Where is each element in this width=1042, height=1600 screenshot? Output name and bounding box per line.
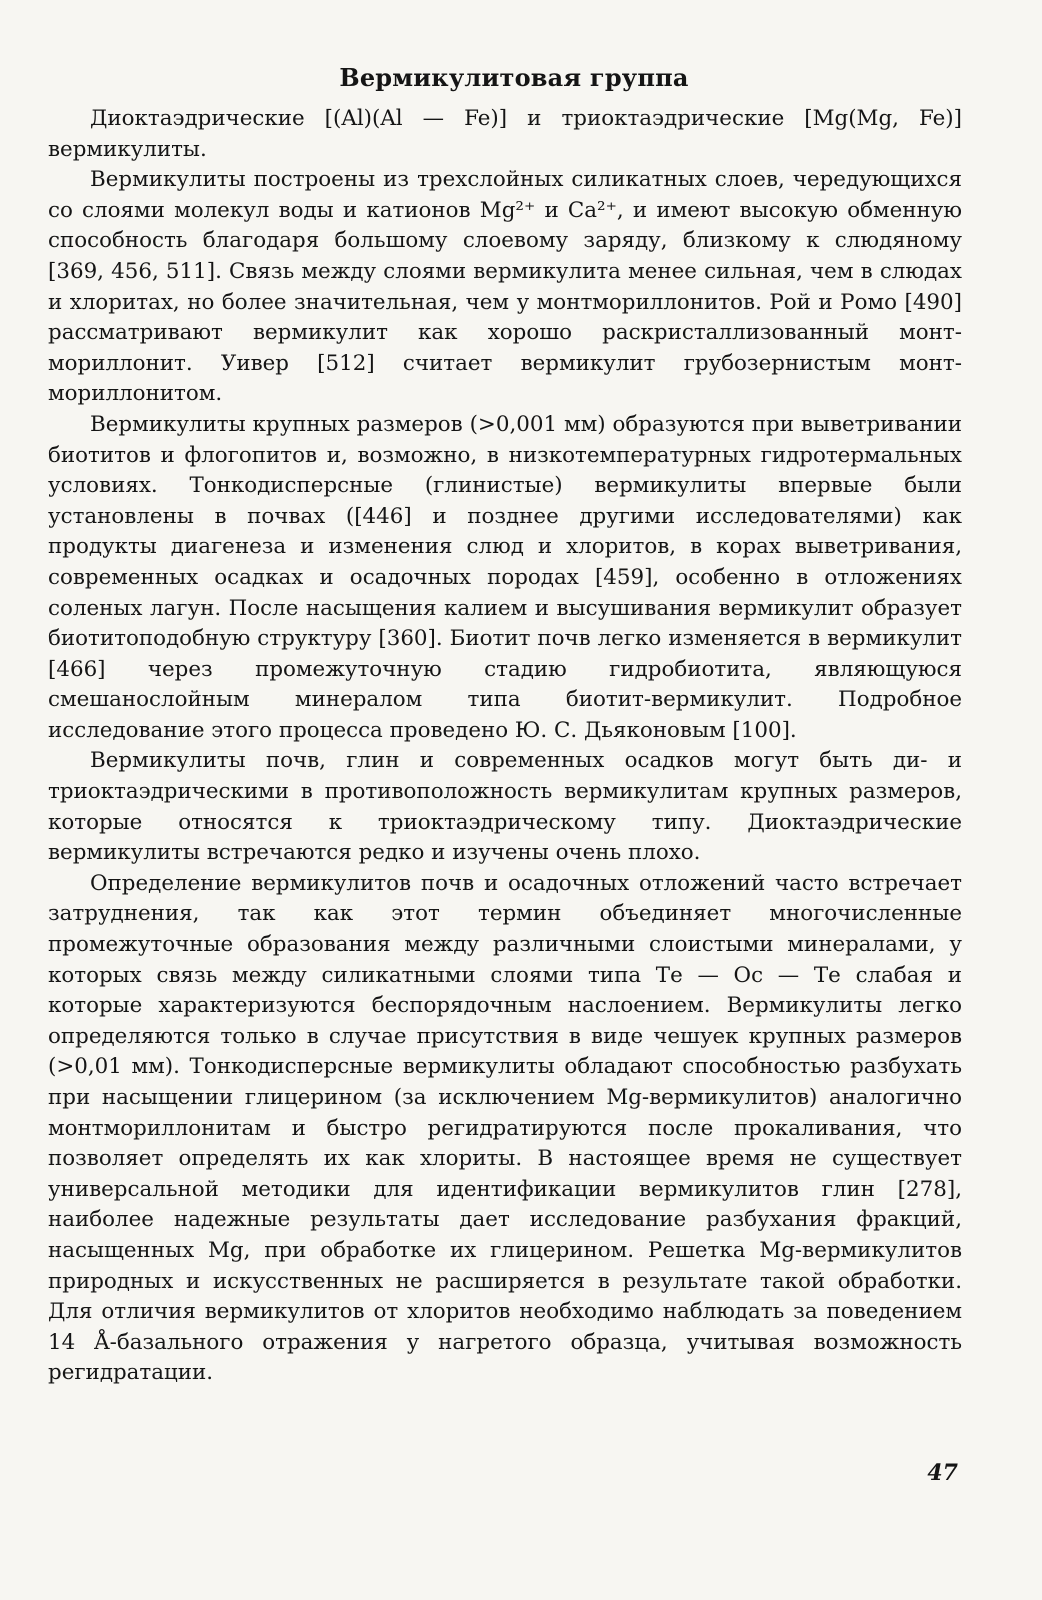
page-body [48, 56, 962, 1389]
paragraph-3: Вермикулиты крупных размеров (>0,001 мм) образуются при выветривании биотитов и флогопитов и, возможно, в низкотемпературных гидротермальных условиях. Тонкодисперсные (глинистые) вермикулиты впервые были установлены в почвах ([446] и позднее другими исследователями) как продукты диагенеза и изменения слюд и хлоритов, в корах выветривания, современных осадках и осадочных породах [459], особенно в отложениях соленых лагун. После насыщения калием и высушивания вермикулит образует биотитоподобную структуру [360]. Биотит почв легко изменяется в вермикулит [466] через промежуточную стадию гидробиотита, являющуюся смешанослойным минералом типа биотит-вермикулит. Подробное исследование этого процесса проведено Ю. С. Дьяконовым [100]. [48, 411, 962, 743]
paragraph-4: Вермикулиты почв, глин и современных осадков могут быть ди- и триоктаэдрическими в противоположность вермикулитам крупных размеров, которые относятся к триоктаэдрическому типу. Диоктаэдрические вермикулиты встречаются редко и изучены очень плохо. [48, 748, 962, 866]
paragraph-2: Вермикулиты построены из трехслойных силикатных слоев, чередующихся со слоями молекул воды и катионов Mg²⁺ и Ca²⁺, и имеют высокую обменную способность благодаря большому слоевому заряду, близкому к слюдяному [369, 456, 511]. Связь между слоями вермикулита менее сильная, чем в слюдах и хлоритах, но более значительная, чем у монтмориллонитов. Рой и Ромо [490] рассматривают вермикулит как хорошо раскристаллизованный монтмориллонит. Уивер [512] считает вермикулит грубозернистым монтмориллонитом. [48, 167, 962, 407]
paragraph-1: Диоктаэдрические [(Al)(Al — Fe)] и триоктаэдрические [Mg(Mg, Fe)] вермикулиты. [48, 106, 962, 162]
paragraph-5: Определение вермикулитов почв и осадочных отложений часто встречает затруднения, так как этот термин объединяет многочисленные промежуточные образования между различными слоистыми минералами, у которых связь между силикатными слоями типа Те — Ос — Те слабая и которые характеризуются беспорядочным наслоением. Вермикулиты легко определяются только в случае присутствия в виде чешуек крупных размеров (>0,01 мм). Тонкодисперсные вермикулиты обладают способностью разбухать при насыщении глицерином (за исключением Mg-вермикулитов) аналогично монтмориллонитам и быстро регидратируются после прокаливания, что позволяет определять их как хлориты. В настоящее время не существует универсальной методики для идентификации вермикулитов глин [278], наиболее надежные результаты дает исследование разбухания фракций, насыщенных Mg, при обработке их глицерином. Решетка Mg-вермикулитов природных и искусственных не расширяется в результате такой обработки. Для отличия вермикулитов от хлоритов необходимо наблюдать за поведением 14 Å-базального отражения у нагретого образца, учитывая возможность регидратации. [48, 870, 962, 1386]
section-heading: Вермикулитовая группа [339, 63, 689, 92]
page-number: 47 [927, 1460, 958, 1486]
